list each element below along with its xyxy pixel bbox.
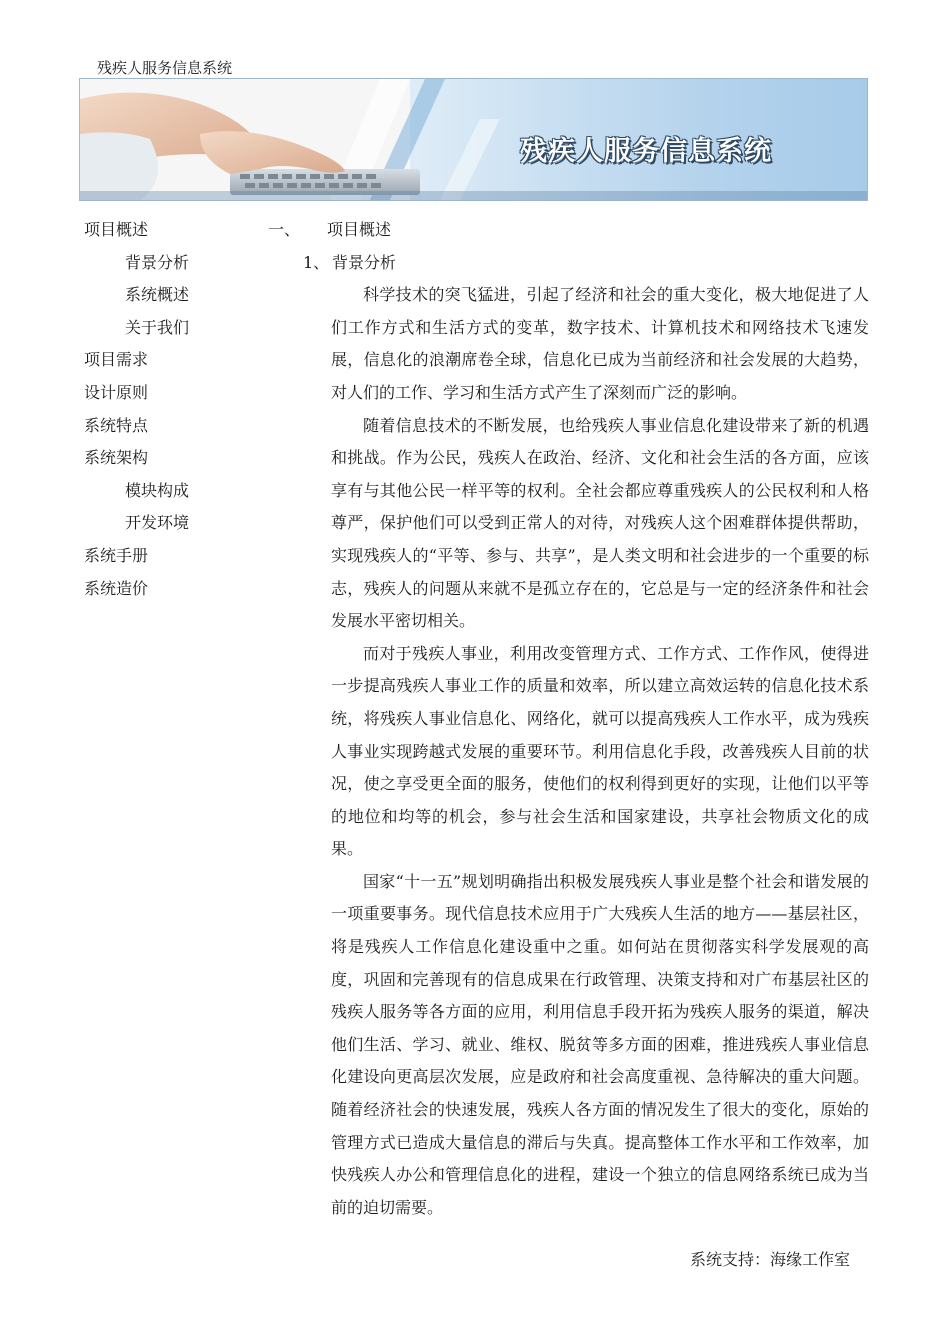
sidebar-item-system-architecture[interactable]: 系统架构	[84, 448, 149, 468]
subsection-heading	[303, 247, 396, 280]
sidebar-item-background-analysis[interactable]: 背景分析	[125, 252, 190, 272]
sidebar-item-module-composition[interactable]: 模块构成	[125, 480, 190, 500]
footer-support-text: 系统支持：海缘工作室	[690, 1250, 851, 1269]
subsection-title: 背景分析	[332, 252, 397, 272]
paragraph: 国家“十一五”规划明确指出积极发展残疾人事业是整个社会和谐发展的一项重要事务。现代信息技术应用于广大残疾人生活的地方——基层社区，将是残疾人工作信息化建设重中之重。如何站在贯彻落实科学发展观的高度，巩固和完善现有的信息成果在行政管理、决策支持和对广布基层社区的残疾人服务等各方面的应用，利用信息手段开拓为残疾人服务的渠道，解决他们生活、学习、就业、维权、脱贫等多方面的困难，推进残疾人事业信息化建设向更高层次发展，应是政府和社会高度重视、急待解决的重大问题。随着经济社会的快速发展，残疾人各方面的情况发生了很大的变化，原始的管理方式已造成大量信息的滞后与失真。提高整体工作水平和工作效率，加快残疾人办公和管理信息化的进程，建设一个独立的信息网络系统已成为当前的迫切需要。	[331, 871, 869, 1217]
sidebar-item-system-features[interactable]: 系统特点	[84, 415, 149, 435]
sidebar-item-project-overview[interactable]: 项目概述	[84, 220, 149, 239]
sidebar-item-design-principles[interactable]: 设计原则	[84, 382, 149, 402]
sidebar-item-system-overview[interactable]: 系统概述	[125, 285, 190, 305]
main-content	[331, 279, 869, 1224]
paragraph: 随着信息技术的不断发展，也给残疾人事业信息化建设带来了新的机遇和挑战。作为公民，残疾人在政治、经济、文化和社会生活的各方面，应该享有与其他公民一样平等的权利。全社会都应尊重残疾人的公民权利和人格尊严，保护他们可以受到正常人的对待，对残疾人这个困难群体提供帮助，实现残疾人的“平等、参与、共享”，是人类文明和社会进步的一个重要的标志，残疾人的问题从来就不是孤立存在的，它总是与一定的经济条件和社会发展水平密切相关。	[331, 415, 869, 631]
sidebar-item-about-us[interactable]: 关于我们	[125, 317, 190, 337]
sidebar-item-project-requirements[interactable]: 项目需求	[84, 350, 149, 370]
section-title: 项目概述	[327, 220, 392, 239]
banner-title: 残疾人服务信息系统	[520, 136, 772, 167]
sidebar-item-system-manual[interactable]: 系统手册	[84, 545, 149, 565]
paragraph: 而对于残疾人事业，利用改变管理方式、工作方式、工作作风，使得进一步提高残疾人事业工作的质量和效率，所以建立高效运转的信息化技术系统，将残疾人事业信息化、网络化，就可以提高残疾人工作水平，成为残疾人事业实现跨越式发展的重要环节。利用信息化手段，改善残疾人目前的状况，使之享受更全面的服务，使他们的权利得到更好的实现，让他们以平等的地位和均等的机会，参与社会生活和国家建设，共享社会物质文化的成果。	[331, 643, 869, 859]
sidebar-item-system-cost[interactable]: 系统造价	[84, 578, 149, 598]
subsection-number: 1、	[303, 252, 330, 272]
paragraph: 科学技术的突飞猛进，引起了经济和社会的重大变化，极大地促进了人们工作方式和生活方式的变革，数字技术、计算机技术和网络技术飞速发展，信息化的浪潮席卷全球，信息化已成为当前经济和社会发展的大趋势，对人们的工作、学习和生活方式产生了深刻而广泛的影响。	[331, 285, 869, 402]
banner-image	[79, 78, 868, 201]
section-number: 一、	[268, 220, 301, 239]
sidebar-item-dev-environment[interactable]: 开发环境	[125, 513, 190, 533]
page-header-title: 残疾人服务信息系统	[97, 59, 233, 77]
sidebar-nav	[84, 214, 274, 605]
section-heading	[268, 214, 391, 247]
